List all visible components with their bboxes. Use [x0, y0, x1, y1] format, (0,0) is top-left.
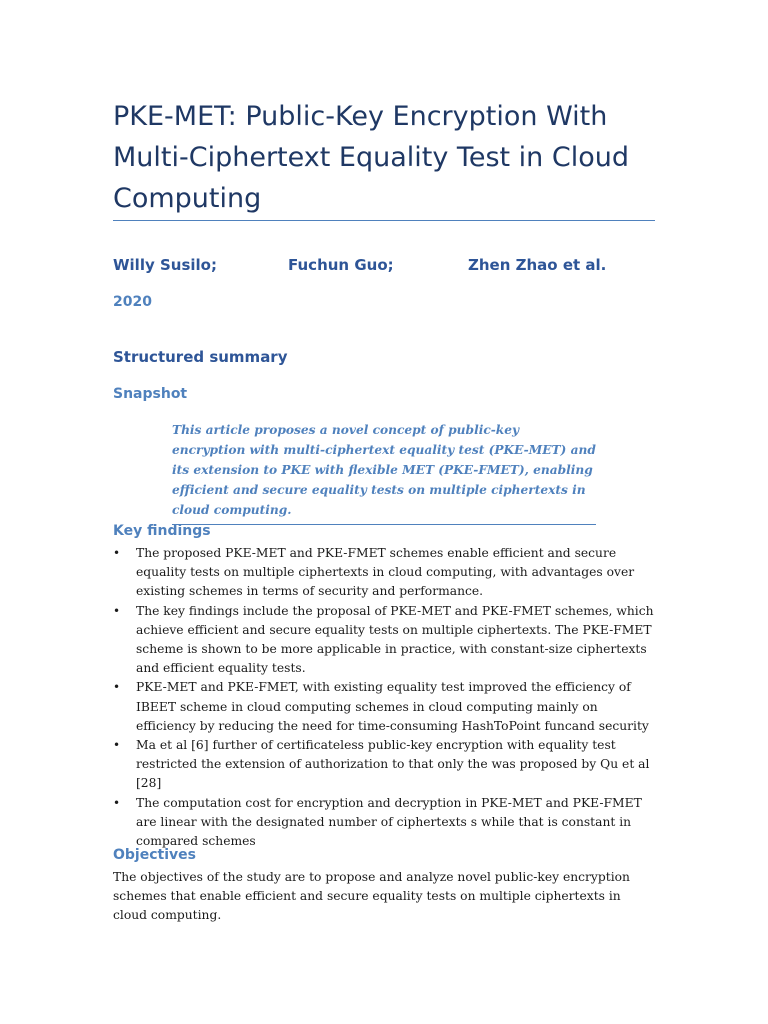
snapshot-heading: Snapshot: [113, 386, 188, 402]
structured-summary-heading: Structured summary: [113, 348, 288, 366]
snapshot-quote: This article proposes a novel concept of public-key encryption with multi-ciphertext equality test (PKE-MET) and its extension to PKE with flexible MET (PKE-FMET), enabling efficient and secure equality tests on multiple ciphertexts in cloud computing.: [172, 420, 596, 525]
finding-text: PKE-MET and PKE-FMET, with existing equality test improved the efficiency of IBEET scheme in cloud computing schemes in cloud computing mainly on efficiency by reducing the need for time-consuming HashToPoint funcand security: [136, 680, 649, 733]
list-item: [113, 602, 655, 679]
publication-year: 2020: [113, 294, 152, 310]
list-item: [113, 736, 655, 794]
title-divider: [113, 220, 655, 221]
list-item: [113, 678, 655, 736]
bullet-icon: •: [113, 603, 121, 618]
objectives-heading: Objectives: [113, 847, 196, 863]
author-name: Fuchun Guo;: [288, 256, 394, 274]
finding-text: The computation cost for encryption and decryption in PKE-MET and PKE-FMET are linear with the designated number of ciphertexts s while that is constant in compared schemes: [136, 795, 642, 849]
list-item: [113, 794, 655, 852]
key-findings-list: [113, 544, 655, 851]
bullet-icon: •: [113, 795, 121, 810]
key-findings-heading: Key findings: [113, 523, 211, 539]
bullet-icon: •: [113, 546, 121, 560]
finding-text: The key findings include the proposal of PKE-MET and PKE-FMET schemes, which achieve efficient and secure equality tests on multiple ciphertexts. The PKE-FMET scheme is shown to be more applicable in practice, with constant-size ciphertexts and efficient equality tests.: [136, 603, 654, 676]
finding-text: The proposed PKE-MET and PKE-FMET schemes enable efficient and secure equality tests on multiple ciphertexts in cloud computing, with advantages over existing schemes in terms of security and performance.: [136, 546, 635, 599]
finding-text: Ma et al [6] further of certificateless public-key encryption with equality test restricted the extension of authorization to that only the was proposed by Qu et al [28]: [136, 738, 650, 791]
objectives-text: The objectives of the study are to propose and analyze novel public-key encryption schemes that enable efficient and secure equality tests on multiple ciphertexts in cloud computing.: [113, 870, 630, 923]
bullet-icon: •: [113, 738, 121, 753]
document-title: PKE-MET: Public-Key Encryption With Multi-Ciphertext Equality Test in Cloud Computing: [113, 101, 630, 214]
author-name: Zhen Zhao et al.: [468, 256, 607, 274]
list-item: [113, 544, 655, 602]
bullet-icon: •: [113, 680, 121, 695]
author-name: Willy Susilo;: [113, 256, 217, 274]
